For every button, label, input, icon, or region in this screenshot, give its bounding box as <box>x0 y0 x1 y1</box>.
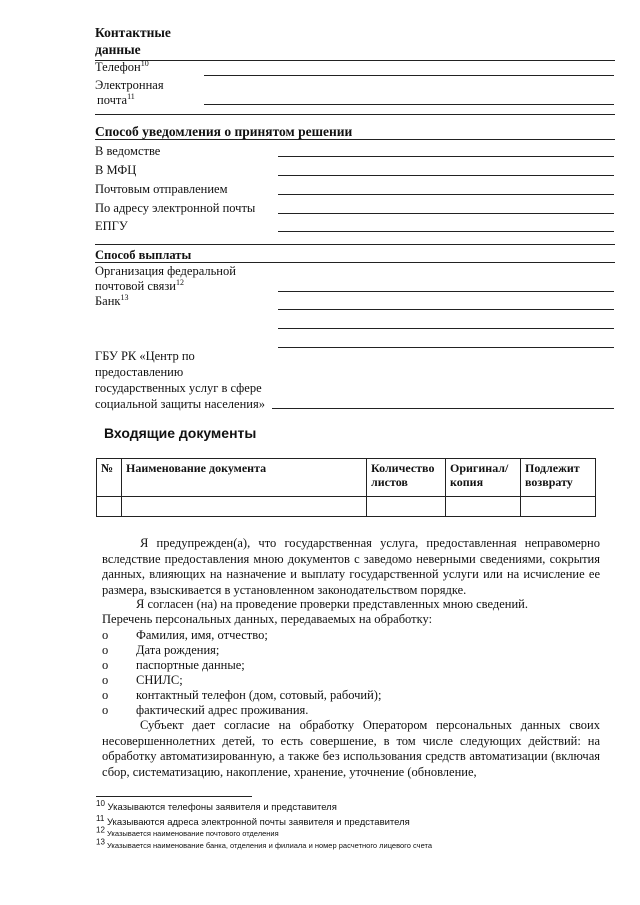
footnote-13 <box>96 837 433 850</box>
cell-document-name[interactable] <box>122 497 367 517</box>
subject-consent-paragraph: Субъект дает согласие на обработку Оператором персональных данных своих несовершеннолетних детей, то есть совершение, в том числе следующих действий: на обработку автоматизированную, а также без использования средств автоматизации (включая сбор, систематизацию, накопление, хранение, уточнение (обновление, <box>102 718 600 779</box>
col-original-copy: Оригинал/ копия <box>446 459 521 497</box>
payment-post-field[interactable] <box>278 291 614 292</box>
payment-post-line2: почтовой связи <box>95 279 176 293</box>
phone-label-text: Телефон <box>95 60 141 74</box>
org-name <box>95 348 265 412</box>
payment-bank-label <box>95 294 129 309</box>
col-sheet-count: Количество листов <box>367 459 446 497</box>
table-row[interactable] <box>97 497 596 517</box>
footnote-ref: 12 <box>96 825 105 835</box>
list-item-text: паспортные данные; <box>136 658 245 672</box>
list-item <box>102 658 245 673</box>
notification-bottom-rule <box>95 244 615 245</box>
org-line1: ГБУ РК «Центр по <box>95 349 195 363</box>
payment-bank-field-1[interactable] <box>278 309 614 310</box>
bullet: o <box>102 658 109 672</box>
list-item <box>102 628 268 643</box>
warning-paragraph: Я предупрежден(а), что государственная услуга, предоставленная неправомерно вследствие предоставления мною документов с заведомо неверными сведениями, сокрытия данных, влияющих на назначение и выплату государственной услуги или на исчисление ее размера, взыскивается в установленном законодательством порядке. <box>102 536 600 597</box>
list-item-text: СНИЛС; <box>136 673 183 687</box>
incoming-documents-table <box>96 458 596 517</box>
footnote-12 <box>96 825 279 838</box>
bullet: o <box>102 673 109 687</box>
footnote-text: Указываются адреса электронной почты заявителя и представителя <box>106 817 410 828</box>
footnote-ref: 10 <box>96 798 105 808</box>
list-item <box>102 643 219 658</box>
contacts-heading <box>95 24 171 58</box>
list-item <box>102 688 381 703</box>
notify-agency-field[interactable] <box>278 156 614 157</box>
phone-footnote-ref: 10 <box>140 58 149 68</box>
phone-label <box>95 60 149 75</box>
notify-option-mfc: В МФЦ <box>95 163 137 177</box>
col-document-name: Наименование документа <box>122 459 367 497</box>
notify-epgu-field[interactable] <box>278 231 614 232</box>
footnote-ref: 13 <box>96 837 105 847</box>
col-number: № <box>97 459 122 497</box>
notify-post-field[interactable] <box>278 194 614 195</box>
footnote-separator <box>96 796 252 797</box>
phone-field[interactable] <box>204 75 614 76</box>
org-line3: государственных услуг в сфере <box>95 381 262 395</box>
list-item-text: Дата рождения; <box>136 643 220 657</box>
payment-heading-rule <box>95 262 615 263</box>
list-item <box>102 703 308 718</box>
email-footnote-ref: 11 <box>127 91 135 101</box>
list-item-text: контактный телефон (дом, сотовый, рабочий); <box>136 688 382 702</box>
notify-option-agency: В ведомстве <box>95 144 161 158</box>
payment-bank-text: Банк <box>95 294 121 308</box>
list-item <box>102 673 183 688</box>
notify-email-field[interactable] <box>278 213 614 214</box>
footnote-text: Указываются телефоны заявителя и представителя <box>107 802 337 813</box>
bullet: o <box>102 688 109 702</box>
org-line4: социальной защиты населения» <box>95 397 265 411</box>
col-return: Подлежит возврату <box>521 459 596 497</box>
list-item-text: Фамилия, имя, отчество; <box>136 628 268 642</box>
contacts-bottom-rule <box>95 114 615 115</box>
cell-original-copy[interactable] <box>446 497 521 517</box>
org-field[interactable] <box>272 408 614 409</box>
payment-post-line1: Организация федеральной <box>95 264 236 278</box>
payment-post-label <box>95 264 236 294</box>
table-header-row <box>97 459 596 497</box>
notify-option-email: По адресу электронной почты <box>95 201 256 215</box>
footnote-text: Указывается наименование почтового отделения <box>107 829 279 838</box>
payment-bank-field-2[interactable] <box>278 328 614 329</box>
bullet: o <box>102 628 109 642</box>
footnote-11 <box>96 813 410 828</box>
email-label-line1: Электронная <box>95 78 164 92</box>
notify-option-epgu: ЕПГУ <box>95 219 128 233</box>
cell-number[interactable] <box>97 497 122 517</box>
org-line2: предоставлению <box>95 365 184 379</box>
email-label-line2: почта <box>97 93 128 107</box>
list-item-text: фактический адрес проживания. <box>136 703 309 717</box>
payment-bank-field-3[interactable] <box>278 347 614 348</box>
bullet: o <box>102 643 109 657</box>
incoming-heading: Входящие документы <box>104 425 257 441</box>
contacts-top-rule <box>95 60 615 61</box>
cell-return[interactable] <box>521 497 596 517</box>
payment-post-footnote-ref: 12 <box>176 277 184 287</box>
footnote-text: Указывается наименование банка, отделения и филиала и номер расчетного лицевого счета <box>107 841 433 850</box>
contacts-heading-line1: Контактные <box>95 25 171 40</box>
email-field[interactable] <box>204 104 614 105</box>
notification-heading-rule <box>95 139 615 140</box>
bullet: o <box>102 703 109 717</box>
footnote-ref: 11 <box>96 813 105 823</box>
consent-check: Я согласен (на) на проведение проверки представленных мною сведений. <box>136 597 528 611</box>
notify-mfc-field[interactable] <box>278 175 614 176</box>
footnote-10 <box>96 798 337 813</box>
email-label <box>95 78 164 108</box>
payment-bank-footnote-ref: 13 <box>120 292 129 302</box>
list-intro: Перечень персональных данных, передаваемых на обработку: <box>102 612 433 626</box>
payment-heading: Способ выплаты <box>95 248 192 262</box>
contacts-heading-line2: данные <box>95 42 141 57</box>
notification-heading: Способ уведомления о принятом решении <box>95 124 353 139</box>
notify-option-post: Почтовым отправлением <box>95 182 228 196</box>
cell-sheet-count[interactable] <box>367 497 446 517</box>
